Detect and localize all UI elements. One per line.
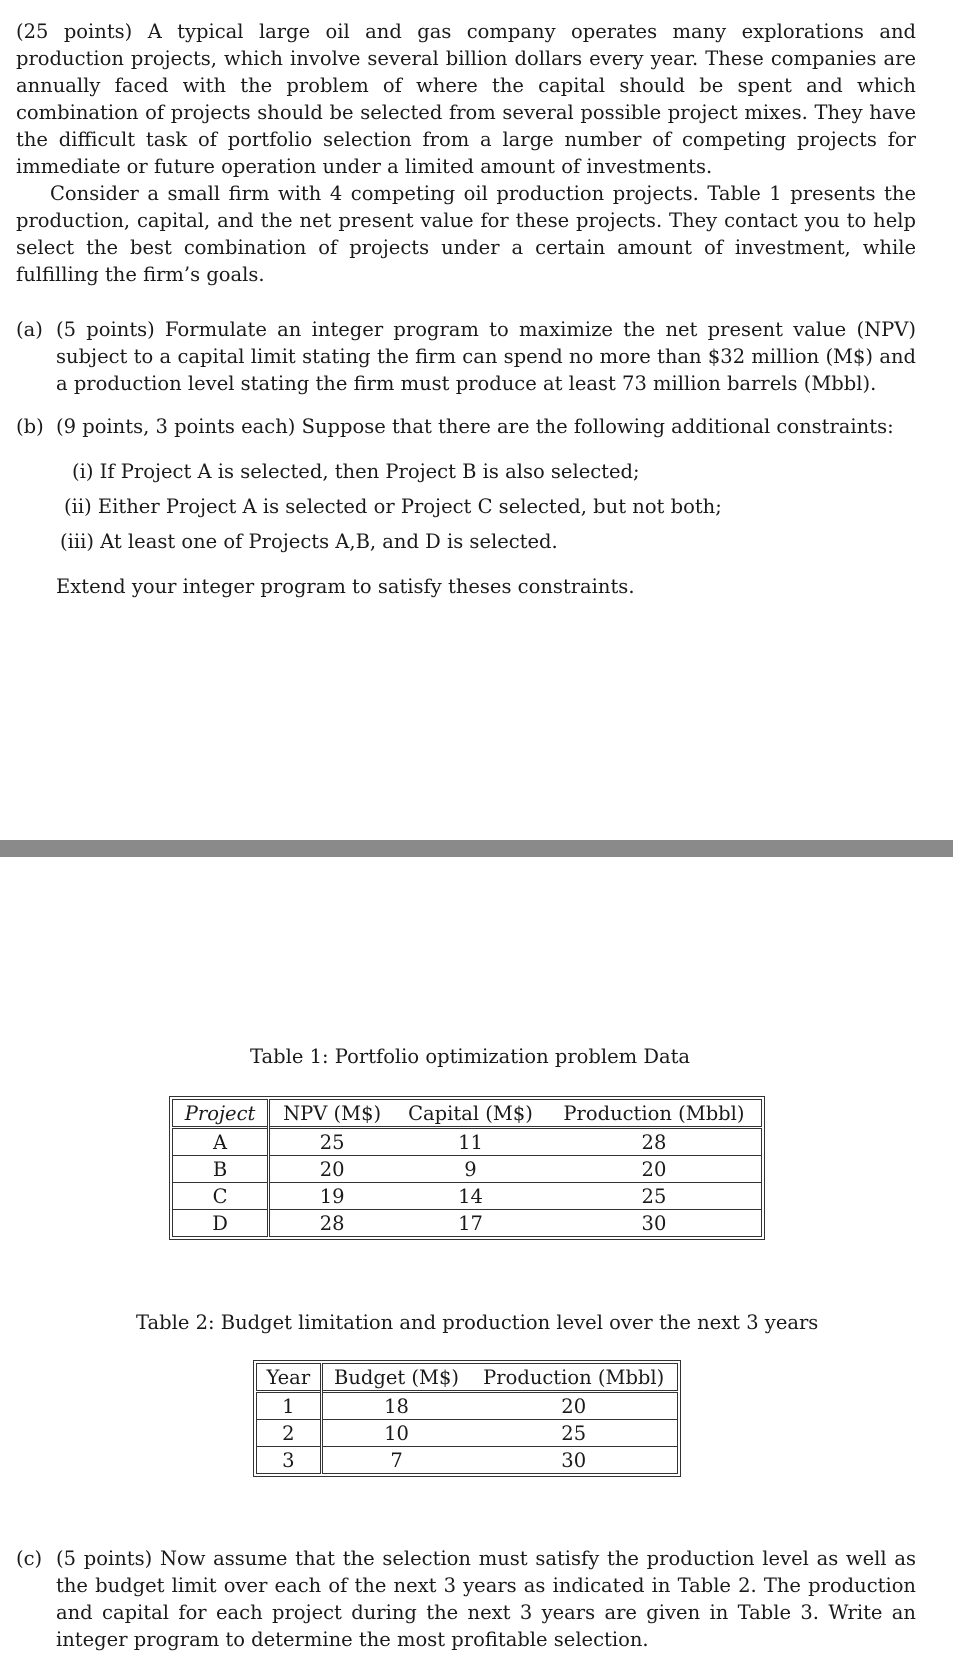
part-c-text: (5 points) Now assume that the selection must satisfy the production level as well as the budget limit over each of the next 3 years as indicated in Table 2. The production and capital for each project during the next 3 years are given in Table 3. Write an integer program to determine the most profitable selection. (56, 1547, 916, 1651)
table1 (172, 1099, 762, 1237)
table2-header-production: Production (Mbbl) (483, 1365, 665, 1389)
table2-header-year: Year (257, 1364, 322, 1392)
table1-cell: 25 (269, 1128, 394, 1156)
table1-cell: 25 (547, 1183, 762, 1210)
table1-cell: 20 (547, 1156, 762, 1183)
table2-header-budget: Budget (M$) (334, 1365, 460, 1389)
constraint-ii-label: (ii) (64, 495, 92, 518)
part-b-label: (b) (16, 415, 44, 438)
intro-paragraph-1: (25 points) A typical large oil and gas company operates many explorations and production projects, which involve several billion dollars every year. These companies are annually faced with the problem of where the capital should be spent and which combination of projects should be selected from several possible project mixes. They have the difficult task of portfolio selection from a large number of competing projects for immediate or future operation under a limited amount of investments. (16, 20, 916, 178)
table1-cell: C (173, 1183, 269, 1210)
table1-cell: 28 (547, 1128, 762, 1156)
part-c-label: (c) (16, 1547, 43, 1570)
table2-cell: 25 (470, 1420, 677, 1447)
part-b (16, 413, 916, 440)
table2-cell: 10 (321, 1420, 470, 1447)
table2-cell: 3 (257, 1447, 322, 1474)
table1-cell: 11 (394, 1128, 547, 1156)
table1-cell: 19 (269, 1183, 394, 1210)
table1-header-project: Project (173, 1100, 269, 1128)
table1-caption: Table 1: Portfolio optimization problem Data (250, 1045, 691, 1068)
part-a-label: (a) (16, 318, 43, 341)
table1-cell: 14 (394, 1183, 547, 1210)
table2-cell: 18 (321, 1392, 470, 1420)
constraint-i (72, 458, 640, 485)
table1-header-capital: Capital (M$) (408, 1101, 533, 1125)
table2-cell: 20 (470, 1392, 677, 1420)
page-divider (0, 840, 953, 857)
part-c (16, 1545, 916, 1653)
table1-cell: 9 (394, 1156, 547, 1183)
table1-cell: 20 (269, 1156, 394, 1183)
table2-cell: 7 (321, 1447, 470, 1474)
part-b-text: (9 points, 3 points each) Suppose that there are the following additional constraints: (56, 415, 894, 438)
table1-cell: B (173, 1156, 269, 1183)
table1-cell: 30 (547, 1210, 762, 1237)
table1-header-npv: NPV (M$) (283, 1101, 382, 1125)
constraint-i-label: (i) (72, 460, 94, 483)
table2-cell: 1 (257, 1392, 322, 1420)
constraint-iii-label: (iii) (60, 530, 94, 553)
constraint-ii-text: Either Project A is selected or Project C selected, but not both; (97, 495, 722, 518)
table-row (257, 1392, 678, 1420)
constraint-i-text: If Project A is selected, then Project B is also selected; (99, 460, 640, 483)
part-b-closing: Extend your integer program to satisfy theses constraints. (56, 575, 635, 598)
constraint-iii-text: At least one of Projects A,B, and D is selected. (100, 530, 558, 553)
table2-cell: 2 (257, 1420, 322, 1447)
part-a (16, 316, 916, 397)
table-row (173, 1128, 762, 1156)
table-row (173, 1183, 762, 1210)
table2-header-row (257, 1364, 678, 1392)
table-row (173, 1210, 762, 1237)
table2 (256, 1363, 678, 1474)
table1-cell: A (173, 1128, 269, 1156)
table-row (257, 1447, 678, 1474)
intro-paragraph-2: Consider a small firm with 4 competing oil production projects. Table 1 presents the production, capital, and the net present value for these projects. They contact you to help select the best combination of projects under a certain amount of investment, while fulfilling the firm’s goals. (16, 182, 916, 286)
table-row (257, 1420, 678, 1447)
constraint-iii (60, 528, 558, 555)
table2-cell: 30 (470, 1447, 677, 1474)
table1-cell: 17 (394, 1210, 547, 1237)
table1-cell: 28 (269, 1210, 394, 1237)
table1-header-row (173, 1100, 762, 1128)
table-row (173, 1156, 762, 1183)
table2-caption: Table 2: Budget limitation and production level over the next 3 years (136, 1311, 819, 1334)
constraint-ii (64, 493, 722, 520)
table1-header-production: Production (Mbbl) (563, 1101, 745, 1125)
part-a-text: (5 points) Formulate an integer program to maximize the net present value (NPV) subject to a capital limit stating the firm can spend no more than $32 million (M$) and a production level stating the firm must produce at least 73 million barrels (Mbbl). (56, 318, 916, 395)
table1-cell: D (173, 1210, 269, 1237)
